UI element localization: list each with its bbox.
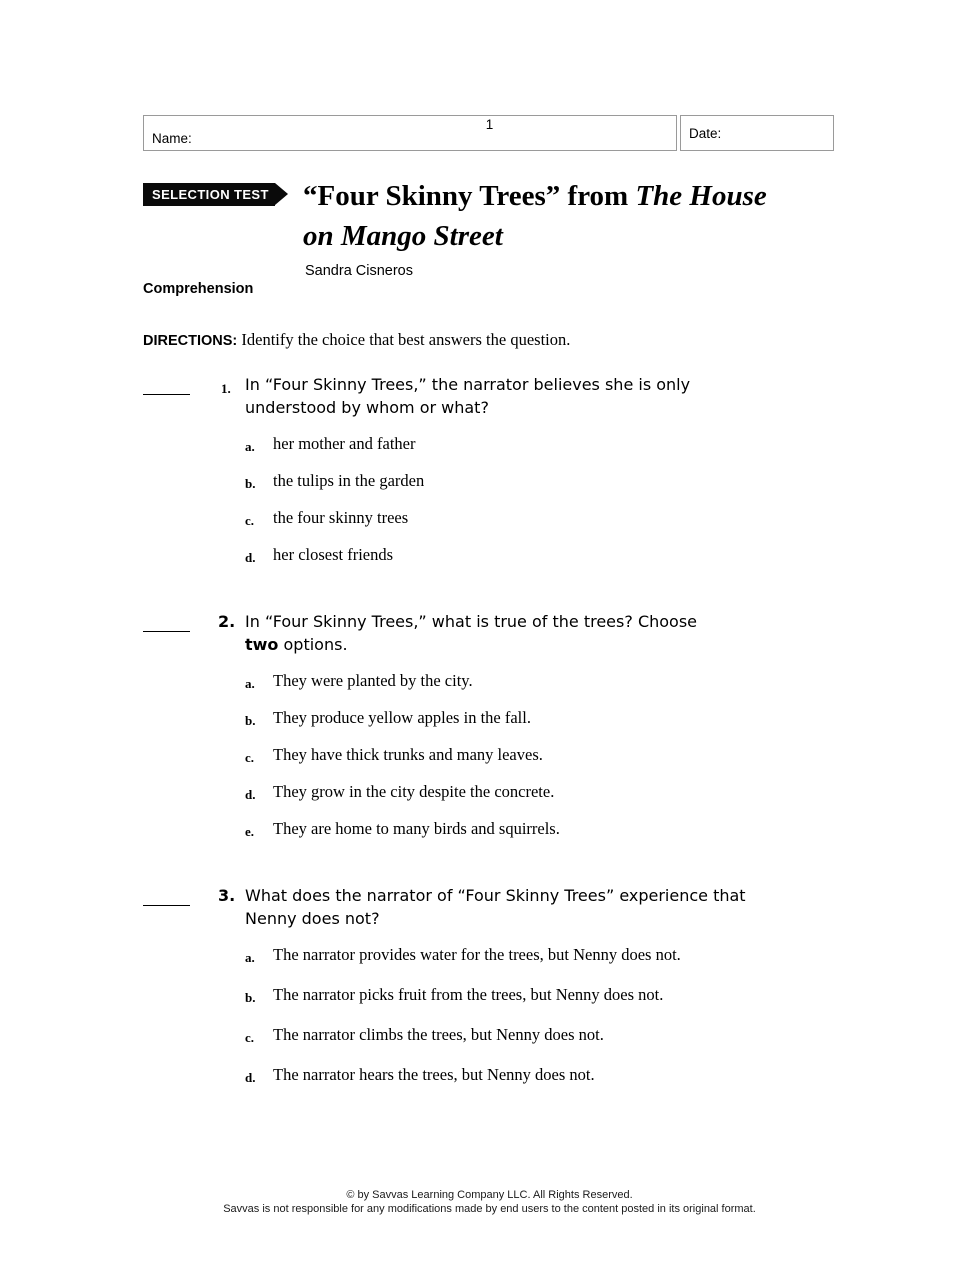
footer-copyright: © by Savvas Learning Company LLC. All Rights Reserved.: [346, 1189, 633, 1201]
choice-letter: a.: [245, 439, 255, 454]
directions-label: DIRECTIONS:: [143, 333, 238, 349]
choice-row: [245, 669, 785, 692]
choice-letter: b.: [245, 713, 256, 728]
selection-test-badge-label: SELECTION TEST: [143, 183, 275, 206]
choice-text: They grow in the city despite the concrete.: [273, 782, 555, 801]
date-field-box: [680, 115, 834, 151]
question-3: [143, 884, 789, 1103]
question-number: 2.: [218, 612, 236, 631]
choice-text: They produce yellow apples in the fall.: [273, 708, 531, 727]
choice-text: The narrator hears the trees, but Nenny does not.: [273, 1065, 595, 1084]
choice-letter: c.: [245, 750, 255, 765]
title-plain: “Four Skinny Trees” from: [303, 180, 636, 212]
badge-arrow-icon: [275, 183, 288, 205]
choices-list: [245, 669, 785, 840]
document-content: [143, 176, 789, 1103]
choice-text: The narrator climbs the trees, but Nenny does not.: [273, 1025, 604, 1044]
stem-text: options.: [278, 635, 348, 654]
choice-row: [245, 943, 785, 966]
title-row: [143, 176, 789, 256]
choice-row: [245, 469, 785, 492]
question-number: 3.: [218, 886, 236, 905]
choices-list: [245, 432, 785, 566]
stem-text: In “Four Skinny Trees,” what is true of the trees? Choose: [245, 612, 698, 631]
question-body: [245, 610, 785, 854]
badge-column: [143, 176, 303, 206]
answer-blank-line: [143, 610, 190, 632]
choice-row: [245, 817, 785, 840]
choice-row: [245, 706, 785, 729]
choice-text: her closest friends: [273, 545, 394, 564]
question-2: [143, 610, 789, 854]
question-stem: In “Four Skinny Trees,” the narrator believes she is only understood by whom or what?: [245, 375, 691, 417]
page-number: 1: [485, 117, 494, 132]
choice-row: [245, 432, 785, 455]
choice-letter: b.: [245, 990, 256, 1005]
footer: [0, 1189, 979, 1216]
author-name: Sandra Cisneros: [305, 263, 413, 279]
choice-text: They are home to many birds and squirrels.: [273, 819, 560, 838]
question-body: [245, 373, 785, 580]
choice-row: [245, 780, 785, 803]
choice-letter: e.: [245, 824, 255, 839]
section-label: Comprehension: [143, 281, 254, 297]
footer-disclaimer: Savvas is not responsible for any modifications made by end users to the content posted in its original format.: [223, 1202, 756, 1215]
choice-letter: d.: [245, 550, 256, 565]
page-title: [303, 176, 789, 256]
answer-blank-line: [143, 373, 190, 395]
choice-letter: a.: [245, 676, 255, 691]
directions-text: Identify the choice that best answers the question.: [237, 330, 571, 349]
choice-text: They have thick trunks and many leaves.: [273, 745, 543, 764]
name-label: Name:: [152, 131, 192, 146]
question-number: 1.: [221, 381, 231, 396]
choice-row: [245, 983, 785, 1006]
choice-letter: a.: [245, 950, 255, 965]
choice-row: [245, 506, 785, 529]
choice-letter: d.: [245, 787, 256, 802]
directions: [143, 330, 789, 350]
title-italic: The House on Mango Street: [303, 180, 767, 252]
selection-test-badge: [143, 183, 288, 206]
choice-row: [245, 543, 785, 566]
question-1: [143, 373, 789, 580]
choice-text: The narrator provides water for the trees, but Nenny does not.: [273, 945, 681, 964]
choices-list: [245, 943, 785, 1086]
name-field-box: [143, 115, 677, 151]
answer-blank-line: [143, 884, 190, 906]
choice-letter: c.: [245, 1030, 255, 1045]
choice-letter: b.: [245, 476, 256, 491]
question-body: [245, 884, 785, 1103]
choice-row: [245, 743, 785, 766]
header-row: [143, 115, 834, 151]
choice-text: They were planted by the city.: [273, 671, 473, 690]
choice-row: [245, 1063, 785, 1086]
stem-emphasis: two: [245, 635, 279, 654]
choice-letter: c.: [245, 513, 255, 528]
choice-text: The narrator picks fruit from the trees, but Nenny does not.: [273, 985, 664, 1004]
choice-row: [245, 1023, 785, 1046]
choice-text: the four skinny trees: [273, 508, 409, 527]
date-label: Date:: [689, 126, 722, 141]
question-stem: [245, 610, 785, 656]
choice-text: the tulips in the garden: [273, 471, 425, 490]
choice-letter: d.: [245, 1070, 256, 1085]
choice-text: her mother and father: [273, 434, 416, 453]
question-stem: What does the narrator of “Four Skinny Trees” experience that Nenny does not?: [245, 886, 746, 928]
